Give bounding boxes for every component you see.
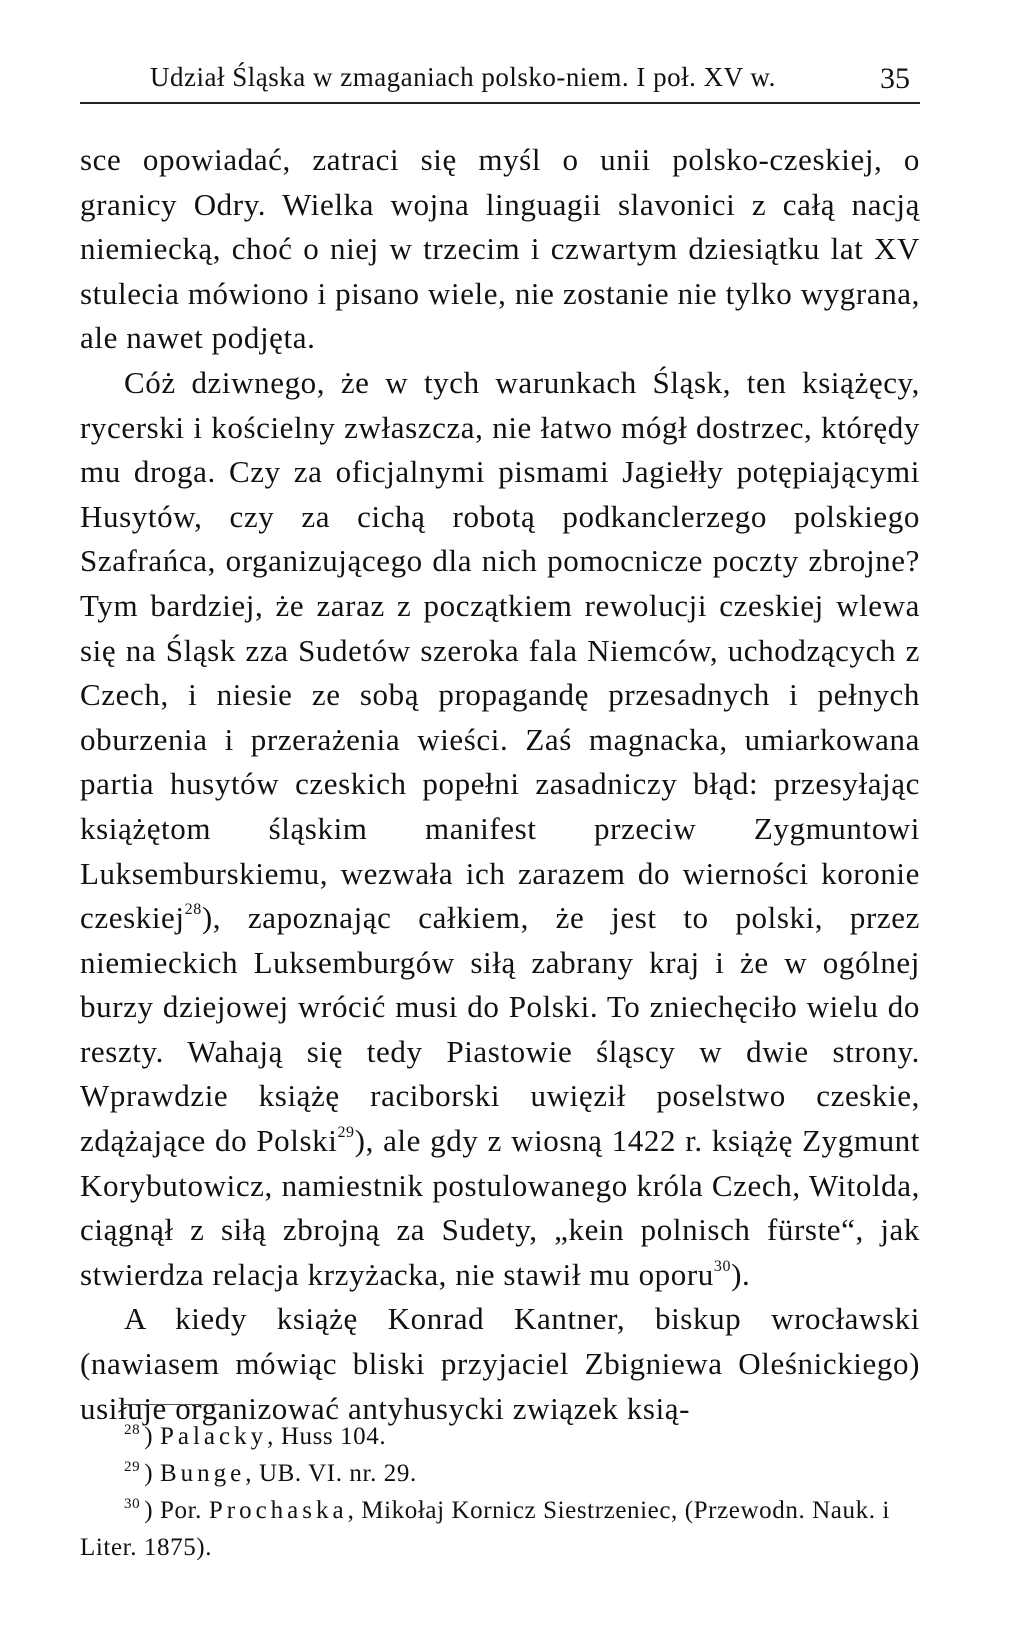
- footnote-text: , Mikołaj Kornicz Siestrzeniec, (Przewodn. Nauk. i Liter. 1875).: [80, 1497, 890, 1561]
- paragraph-1: sce opowiadać, zatraci się myśl o unii polsko-czeskiej, o granicy Odry. Wielka wojna linguagii slavonici z całą nacją niemiecką, choć o niej w trzecim i czwartym dziesiątku lat XV stulecia mówiono i pisano wiele, nie zostanie nie tylko wygrana, ale nawet podjęta.: [80, 142, 920, 356]
- page-header: [80, 62, 920, 104]
- paragraph-3: A kiedy książę Konrad Kantner, biskup wrocławski (nawiasem mówiąc bliski przyjaciel Zbigniewa Oleśnickiego) usiłuje organizować antyhusycki związek ksią-: [80, 1301, 920, 1426]
- footnote-text: , Huss 104.: [267, 1423, 387, 1450]
- paragraph-2-part-b: ), zapoznając całkiem, że jest to polski, przez niemieckich Luksemburgów siłą zabrany kraj i że w ogólnej burzy dziejowej wrócić musi do Polski. To zniechęciło wielu do reszty. Wahają się tedy Piastowie śląscy w dwie strony. Wprawdzie książę raciborski uwięził poselstwo czeskie, zdążające do Polski: [80, 900, 920, 1159]
- footnote-separator: [120, 1404, 228, 1405]
- footnote-close-paren: ): [144, 1460, 160, 1487]
- footnotes: [80, 1418, 920, 1566]
- footnote-author: Prochaska: [208, 1497, 348, 1524]
- footnote-ref-30: 30: [713, 1257, 732, 1275]
- footnote-number: 29: [124, 1459, 141, 1475]
- footnote-prefix: Por.: [159, 1497, 209, 1524]
- footnote-author: Bunge: [159, 1460, 246, 1487]
- body-text: [80, 138, 920, 1431]
- paragraph-2: [80, 361, 920, 1297]
- paragraph-2-part-a: Cóż dziwnego, że w tych warunkach Śląsk, ten książęcy, rycerski i kościelny zwłaszcza, nie łatwo mógł dostrzec, którędy mu droga. Czy za oficjalnymi pismami Jagiełły potępiającymi Husytów, czy za cichą robotą podkanclerzego polskiego Szafrańca, organizującego dla nich pomocnicze poczty zbrojne? Tym bardziej, że zaraz z początkiem rewolucji czeskiej wlewa się na Śląsk zza Sudetów szeroka fala Niemców, uchodzących z Czech, i niesie ze sobą propagandę przesadnych i pełnych oburzenia i przerażenia wieści. Zaś magnacka, umiarkowana partia husytów czeskich popełni zasadniczy błąd: przesyłając książętom śląskim manifest przeciw Zygmuntowi Luksemburskiemu, wezwała ich zarazem do wierności koronie czeskiej: [80, 364, 920, 936]
- footnote-ref-29: 29: [337, 1124, 355, 1142]
- footnote-author: Palacky: [159, 1423, 268, 1450]
- page-number: 35: [880, 62, 910, 95]
- footnote-30: [80, 1492, 920, 1566]
- footnote-number: 28: [124, 1422, 141, 1438]
- footnote-number: 30: [124, 1496, 141, 1512]
- footnote-29: [80, 1455, 920, 1492]
- footnote-text: , UB. VI. nr. 29.: [245, 1460, 417, 1487]
- paragraph-2-part-c: ), ale gdy z wiosną 1422 r. książę Zygmunt Korybutowicz, namiestnik postulowanego króla Czech, Witolda, ciągnął z siłą zbrojną za Sudety, „kein polnisch fürste“, jak stwierdza relacja krzyżacka, nie stawił mu oporu: [80, 1123, 920, 1292]
- footnote-ref-28: 28: [184, 901, 202, 919]
- paragraph-2-part-d: ).: [731, 1256, 751, 1292]
- footnote-close-paren: ): [144, 1423, 160, 1450]
- footnote-close-paren: ): [144, 1497, 160, 1524]
- running-title: Udział Śląska w zmaganiach polsko-niem. I poł. XV w.: [150, 62, 776, 92]
- footnote-28: [80, 1418, 920, 1455]
